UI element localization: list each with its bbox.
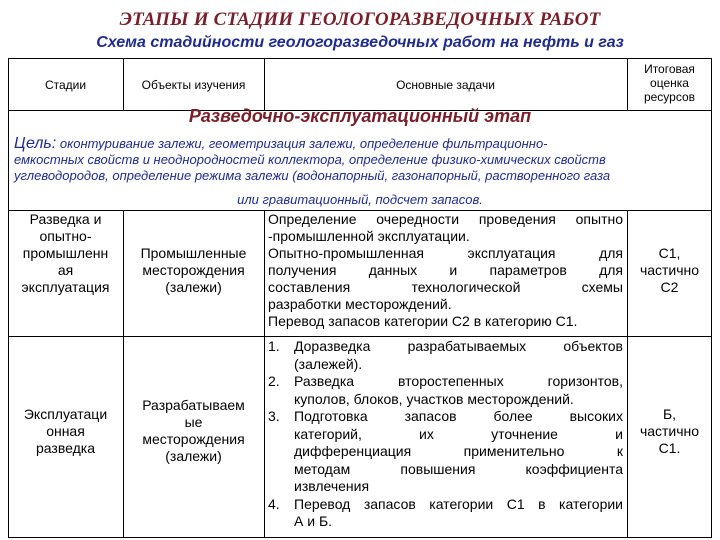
row2-tasks [268,338,623,531]
list-item: 4. Перевод запасов категории С1 в категории А и Б. [268,495,623,529]
list-item: 2. Разведка второстепенных горизонтов, куполов, блоков, участков месторождений. [268,373,623,407]
row1-stage: Разведка и опытно- промышленн ая эксплуатация [21,211,110,295]
goal-text: Цель: оконтуривание залежи, геометризация залежи, определение фильтрационно- емкостных свойств и неоднородностей коллектора, определение физико-химических свойств углеводородов, определение режима залежи (водонапорный, газонапорный, растворенного газа [14,135,611,183]
header-objects: Объекты изучения [141,78,246,92]
page-subtitle: Схема стадийности геологоразведочных работ на нефть и газ [96,34,624,51]
list-item: 3. Подготовка запасов более высоких категорий, их уточнение и дифференциация применительно к методам повышения коэффициента извлечения [268,408,623,494]
row1-tasks: Определение очередности проведения опытно -промышленной эксплуатации. Опытно-промышленная эксплуатация для получения данных и параметров для составления технологической схемы разработки месторождений. Перевод запасов категории С2 в категорию С1. [268,211,623,329]
row2-result: Б, частично С1. [639,406,700,456]
page-title: ЭТАПЫ И СТАДИИ ГЕОЛОГОРАЗВЕДОЧНЫХ РАБОТ [119,9,601,30]
divider [264,210,265,538]
row2-stage: Эксплуатаци онная разведка [23,406,108,456]
divider [8,336,712,337]
goal-text-end: или гравитационный, подсчет запасов. [237,192,483,207]
stage-title: Разведочно-эксплуатационный этап [188,106,532,126]
row1-object: Промышленные месторождения (залежи) [140,245,247,295]
header-tasks: Основные задачи [396,78,495,92]
goal-label: Цель: [14,135,57,152]
row2-object: Разрабатываем ые месторождения (залежи) [142,397,245,464]
row1-result: С1, частично С2 [639,245,700,295]
header-stages: Стадии [44,78,87,92]
list-item: 1. Доразведка разрабатываемых объектов (залежей). [268,338,623,372]
header-result: Итоговая оценка ресурсов [643,62,696,104]
